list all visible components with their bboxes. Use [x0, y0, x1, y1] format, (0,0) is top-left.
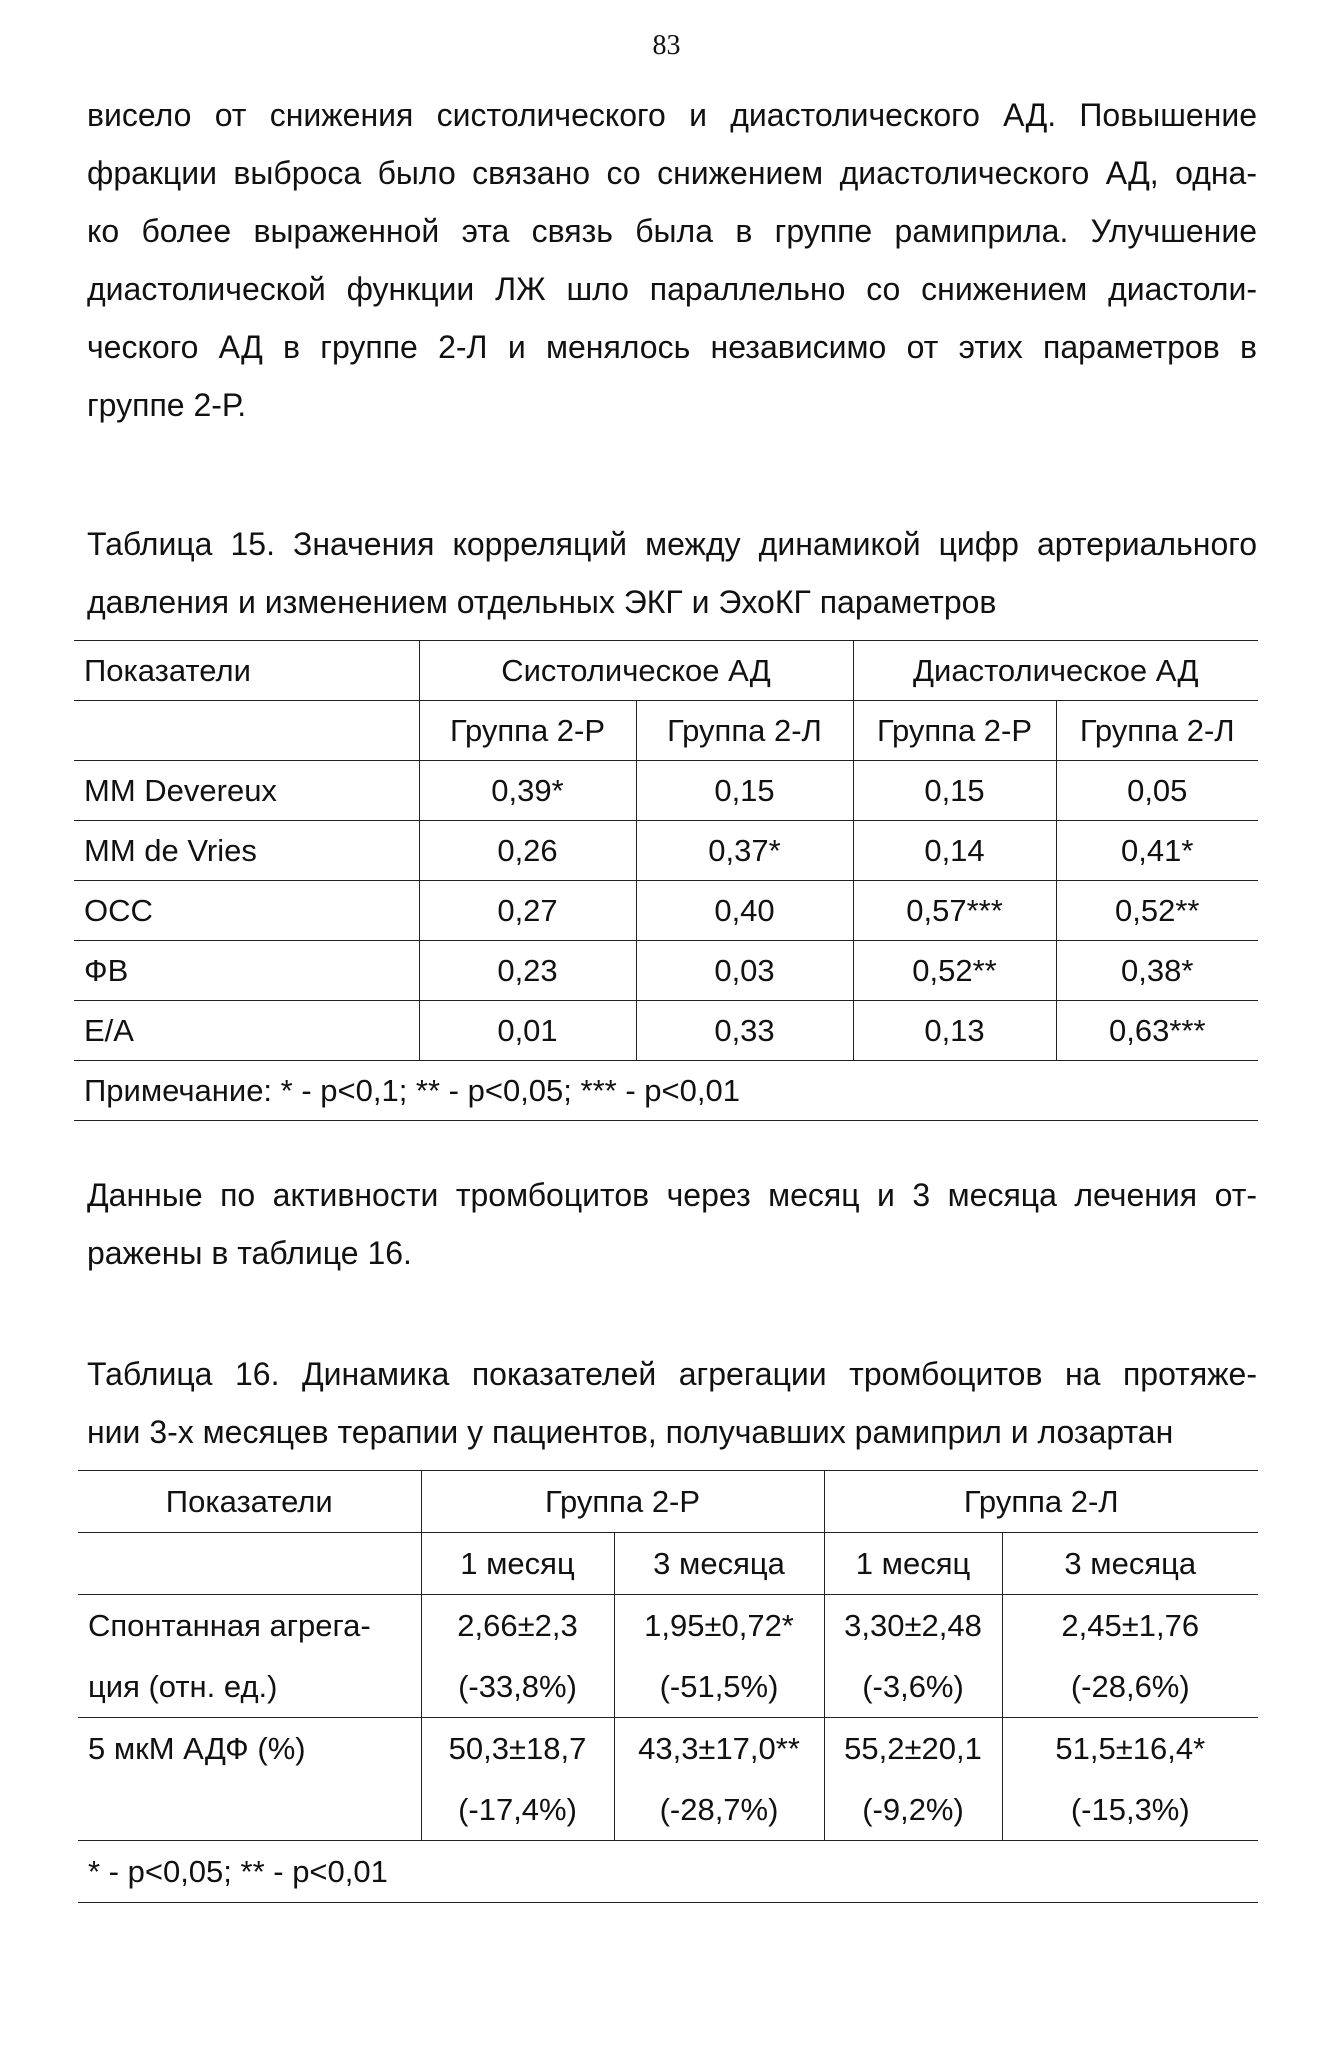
row-label-line: 5 мкМ АДФ (%)	[88, 1731, 306, 1766]
cell-value: 0,14	[853, 821, 1056, 881]
table-row	[74, 881, 1258, 941]
cell-value: 0,38*	[1056, 941, 1258, 1001]
table-row	[74, 761, 1258, 821]
header-group-l: Группа 2-Л	[824, 1471, 1258, 1533]
cell-value: 0,33	[636, 1001, 853, 1061]
cell-value: 0,27	[419, 881, 636, 941]
table-header-row	[78, 1471, 1258, 1533]
paragraph-1	[87, 86, 1257, 434]
paragraph-1-line: группе 2-Р.	[87, 387, 247, 423]
cell-value: 0,57***	[853, 881, 1056, 941]
header-indicators: Показатели	[74, 641, 419, 701]
table-note-row	[74, 1061, 1258, 1121]
paragraph-2	[87, 1166, 1257, 1282]
cell-value-line: (-15,3%)	[1070, 1792, 1190, 1827]
header-empty-cell	[78, 1533, 421, 1595]
paragraph-1-line: висело от снижения систолического и диастолического АД. Повышение	[87, 97, 1257, 133]
paragraph-1-line: ко более выраженной эта связь была в группе рамиприла. Улучшение	[87, 213, 1257, 249]
table-15-caption	[87, 515, 1257, 631]
table-15	[74, 640, 1258, 1121]
cell-value	[824, 1595, 1002, 1718]
subheader-period: 1 месяц	[421, 1533, 614, 1595]
table-row	[78, 1718, 1258, 1841]
cell-value: 0,01	[419, 1001, 636, 1061]
row-label	[78, 1718, 421, 1841]
subheader-group: Группа 2-Л	[1056, 701, 1258, 761]
table-16-caption-line: Таблица 16. Динамика показателей агрегации тромбоцитов на протяже-	[87, 1356, 1257, 1392]
header-group-r: Группа 2-Р	[421, 1471, 824, 1533]
cell-value-line: 51,5±16,4*	[1055, 1731, 1206, 1766]
cell-value	[824, 1718, 1002, 1841]
page-number: 83	[652, 30, 681, 61]
cell-value-line: 1,95±0,72*	[644, 1608, 794, 1643]
cell-value-line: 43,3±17,0**	[638, 1731, 800, 1766]
table-15-caption-line: давления и изменением отдельных ЭКГ и ЭхоКГ параметров	[87, 584, 997, 620]
table-subheader-row	[74, 701, 1258, 761]
cell-value: 0,13	[853, 1001, 1056, 1061]
row-label	[78, 1595, 421, 1718]
cell-value: 0,41*	[1056, 821, 1258, 881]
header-indicators: Показатели	[78, 1471, 421, 1533]
row-label-line: ция (отн. ед.)	[88, 1669, 278, 1704]
cell-value: 0,52**	[1056, 881, 1258, 941]
cell-value	[614, 1718, 824, 1841]
paragraph-2-line: Данные по активности тромбоцитов через месяц и 3 месяца лечения от-	[87, 1177, 1257, 1213]
cell-value-line: (-3,6%)	[862, 1669, 964, 1704]
cell-value-line: 50,3±18,7	[448, 1731, 587, 1766]
cell-value-line: (-28,6%)	[1070, 1669, 1190, 1704]
table-row	[74, 941, 1258, 1001]
subheader-period: 1 месяц	[824, 1533, 1002, 1595]
table-16	[78, 1470, 1258, 1903]
paragraph-2-line: ражены в таблице 16.	[87, 1235, 412, 1271]
table-15-caption-line: Таблица 15. Значения корреляций между динамикой цифр артериального	[87, 526, 1257, 562]
cell-value-line: (-28,7%)	[659, 1792, 779, 1827]
header-diastolic: Диастолическое АД	[853, 641, 1258, 701]
header-empty-cell	[74, 701, 419, 761]
subheader-group: Группа 2-Р	[853, 701, 1056, 761]
header-systolic: Систолическое АД	[419, 641, 853, 701]
paragraph-1-line: ческого АД в группе 2-Л и менялось независимо от этих параметров в	[87, 329, 1257, 365]
subheader-period: 3 месяца	[1002, 1533, 1258, 1595]
table-note: * - p<0,05; ** - p<0,01	[78, 1841, 1258, 1903]
cell-value-line: 3,30±2,48	[844, 1608, 982, 1643]
cell-value-line: (-51,5%)	[659, 1669, 779, 1704]
row-label: ММ Devereux	[74, 761, 419, 821]
cell-value-line: 2,66±2,3	[457, 1608, 578, 1643]
table-note: Примечание: * - p<0,1; ** - p<0,05; *** - p<0,01	[74, 1061, 1258, 1121]
table-row	[74, 1001, 1258, 1061]
cell-value: 0,39*	[419, 761, 636, 821]
cell-value: 0,63***	[1056, 1001, 1258, 1061]
subheader-group: Группа 2-Р	[419, 701, 636, 761]
cell-value: 0,15	[636, 761, 853, 821]
cell-value-line: (-17,4%)	[458, 1792, 577, 1827]
cell-value: 0,26	[419, 821, 636, 881]
cell-value-line: (-9,2%)	[862, 1792, 964, 1827]
cell-value: 0,52**	[853, 941, 1056, 1001]
row-label: ММ de Vries	[74, 821, 419, 881]
table-16-caption-line: нии 3-х месяцев терапии у пациентов, получавших рамиприл и лозартан	[87, 1414, 1174, 1450]
table-note-row	[78, 1841, 1258, 1903]
cell-value	[421, 1595, 614, 1718]
cell-value: 0,40	[636, 881, 853, 941]
cell-value-line: 55,2±20,1	[844, 1731, 982, 1766]
row-label-line	[88, 1779, 411, 1840]
subheader-period: 3 месяца	[614, 1533, 824, 1595]
table-header-row	[74, 641, 1258, 701]
cell-value-line: (-33,8%)	[458, 1669, 577, 1704]
row-label: ОСС	[74, 881, 419, 941]
cell-value	[614, 1595, 824, 1718]
cell-value: 0,05	[1056, 761, 1258, 821]
cell-value: 0,03	[636, 941, 853, 1001]
table-row	[78, 1595, 1258, 1718]
table-subheader-row	[78, 1533, 1258, 1595]
table-row	[74, 821, 1258, 881]
table-16-caption	[87, 1345, 1257, 1461]
row-label: Е/А	[74, 1001, 419, 1061]
cell-value: 0,23	[419, 941, 636, 1001]
cell-value-line: 2,45±1,76	[1061, 1608, 1200, 1643]
cell-value: 0,15	[853, 761, 1056, 821]
paragraph-1-line: диастолической функции ЛЖ шло параллельно со снижением диастоли-	[87, 271, 1257, 307]
cell-value	[421, 1718, 614, 1841]
cell-value	[1002, 1595, 1258, 1718]
subheader-group: Группа 2-Л	[636, 701, 853, 761]
row-label-line: Спонтанная агрега-	[88, 1608, 371, 1643]
cell-value	[1002, 1718, 1258, 1841]
row-label: ФВ	[74, 941, 419, 1001]
cell-value: 0,37*	[636, 821, 853, 881]
paragraph-1-line: фракции выброса было связано со снижением диастолического АД, одна-	[87, 155, 1257, 191]
